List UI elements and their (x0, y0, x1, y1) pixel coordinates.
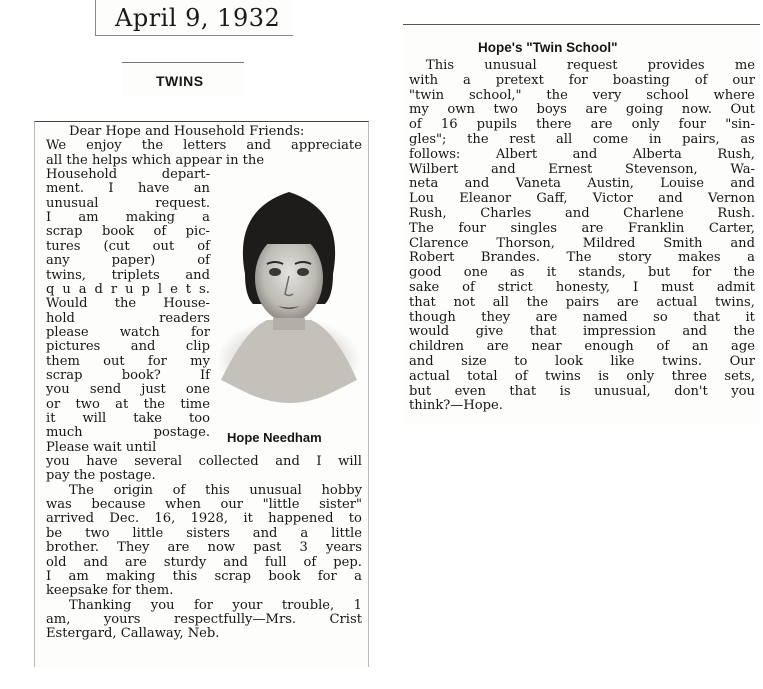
reply-line: This unusual request provides me (426, 58, 755, 73)
reply-line: Clarence Thorson, Mildred Smith and (409, 235, 755, 251)
letter-line: old and are sturdy and full of pep. (46, 554, 362, 570)
reply-line: think?—Hope. (409, 398, 503, 414)
reply-line: neta and Vaneta Austin, Louise and (409, 176, 755, 192)
reply-line: good one as it stands, but for the (409, 265, 755, 281)
reply-line: The four singles are Franklin Carter, (409, 220, 755, 236)
reply-line: though they are named so that it (409, 309, 755, 325)
letter-line: you send just one (46, 382, 210, 398)
letter-line: twins, triplets and (46, 267, 210, 283)
letter-line: was because when our "little sister" (46, 497, 362, 513)
letter-line: unusual request. (46, 195, 210, 211)
reply-line: Lou Eleanor Gaff, Victor and Vernon (409, 191, 755, 207)
letter-line: you have several collected and I will (46, 454, 362, 470)
letter-line: be two little sisters and a little (46, 525, 362, 541)
reply-line: my own two boys are going now. Out (409, 102, 755, 118)
reply-line: that not all the pairs are actual twins, (409, 294, 755, 310)
letter-line: ment. I have an (46, 181, 210, 197)
letter-line: Please wait until (46, 439, 157, 455)
letter-line: it will take too (46, 411, 210, 426)
reply-line: children are near enough of an age (409, 339, 755, 355)
letter-line: keepsake for them. (46, 583, 174, 599)
letter-line: The origin of this unusual hobby (69, 482, 362, 498)
reply-line: gles"; the rest all come in pairs, as (409, 132, 755, 147)
clipping-date: April 9, 1932 (115, 4, 281, 32)
letter-line: pay the postage. (46, 468, 156, 484)
reply-line: with a pretext for boasting of our (409, 72, 755, 88)
letter-line: all the helps which appear in the (46, 152, 265, 168)
letter-line: please watch for (46, 324, 210, 340)
reply-line: of 16 pupils there are only four "sin- (409, 117, 755, 133)
letter-line: scrap book? If (46, 367, 210, 383)
reply-line: would give that impression and the (409, 324, 755, 340)
letter-line: hold readers (46, 310, 210, 326)
letter-line: pictures and clip (46, 339, 210, 355)
letter-line: arrived Dec. 16, 1928, it happened to (46, 511, 362, 527)
letter-line: Estergard, Callaway, Neb. (46, 626, 220, 642)
letter-line: Would the House- (46, 296, 210, 312)
letter-line: any paper) of (46, 253, 210, 269)
letter-line: them out for my (46, 353, 210, 369)
reply-line: actual total of twins is only three sets, (409, 368, 755, 384)
portrait-photo (215, 170, 363, 412)
letter-line: Dear Hope and Household Friends: (69, 124, 305, 139)
letter-line: brother. They are now past 3 years (46, 540, 362, 556)
reply-line: Rush, Charles and Charlene Rush. (409, 206, 755, 221)
reply-line: follows: Albert and Alberta Rush, (409, 146, 755, 162)
reply-line: sake of strict honesty, I must admit (409, 280, 755, 295)
reply-title: Hope's "Twin School" (478, 40, 618, 55)
letter-line: q u a d r u p l e t s. (46, 281, 210, 297)
letter-line: scrap book of pic- (46, 224, 210, 240)
reply-line: Wilbert and Ernest Stevenson, Wa- (409, 161, 755, 177)
letter-line: We enjoy the letters and appreciate (46, 138, 362, 154)
reply-line: Robert Brandes. The story makes a (409, 250, 755, 266)
reply-line: and size to look like twins. Our (409, 354, 755, 369)
letter-line: tures (cut out of (46, 238, 210, 254)
letter-line: Household depart- (46, 167, 210, 183)
letter-line: I am making this scrap book for a (46, 568, 362, 584)
letter-line: am, yours respectfully—Mrs. Crist (46, 611, 362, 627)
letter-line: much postage. (46, 425, 210, 441)
letter-line: I am making a (46, 210, 210, 226)
reply-line: but even that is unusual, don't you (409, 383, 755, 399)
reply-line: "twin school," the very school where (409, 87, 755, 103)
letter-line: Thanking you for your trouble, 1 (69, 597, 362, 613)
photo-caption: Hope Needham (227, 430, 322, 445)
clipping-heading: TWINS (156, 73, 204, 89)
letter-line: or two at the time (46, 396, 210, 412)
